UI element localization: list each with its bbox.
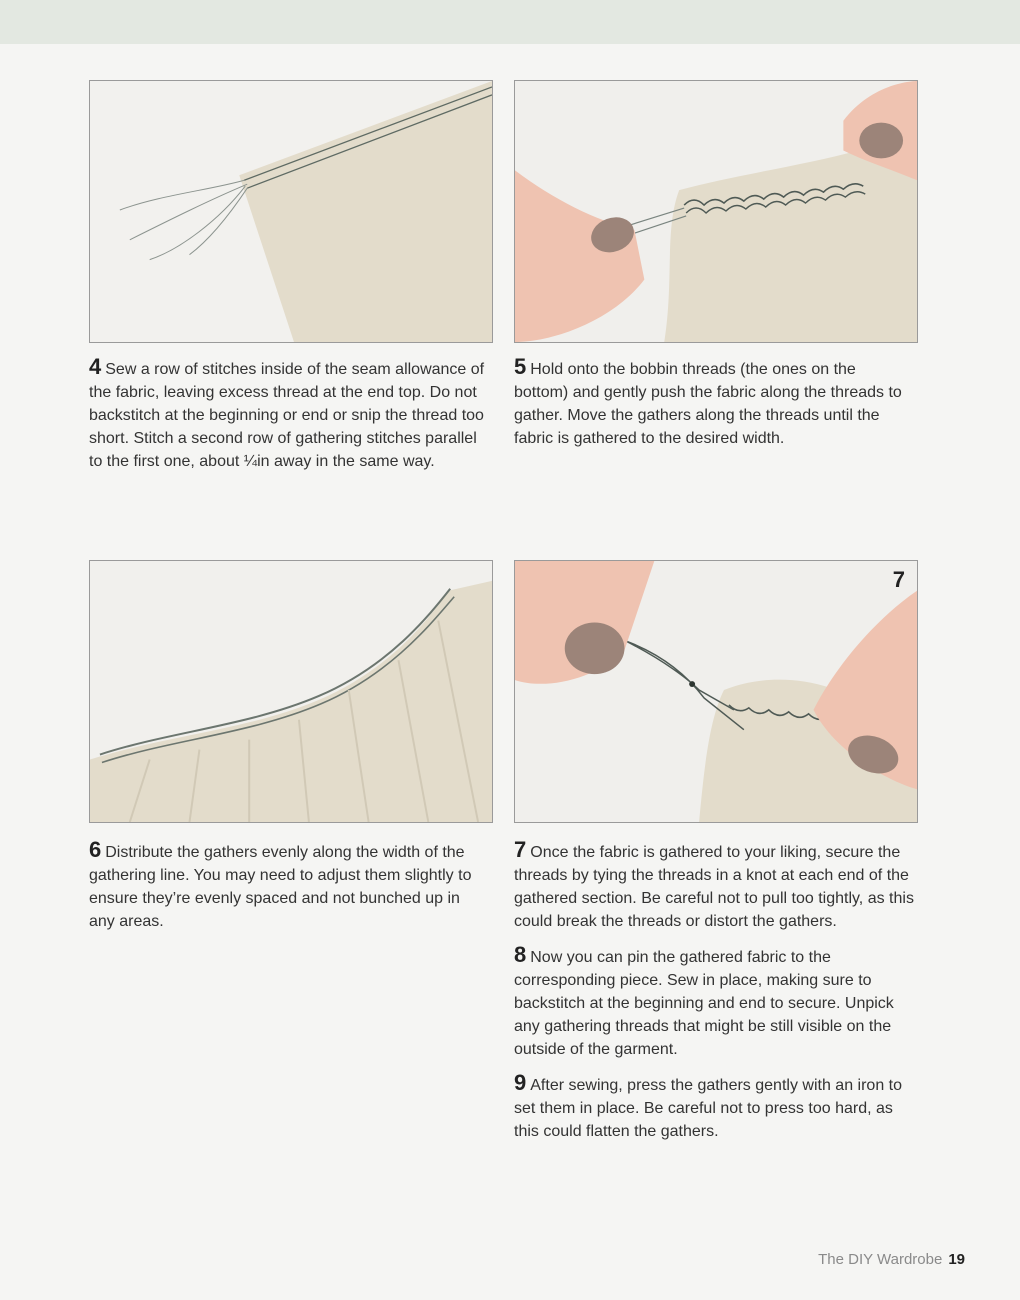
step-text: After sewing, press the gathers gently with an iron to set them in place. Be careful not to press too hard, as this could flatten the gathers.	[514, 1077, 902, 1140]
step-6-block	[89, 838, 489, 943]
step-9-paragraph	[514, 1071, 914, 1143]
photo-step-6	[89, 560, 493, 823]
step-text: Hold onto the bobbin threads (the ones on the bottom) and gently push the fabric along the threads to gather. Move the gathers along the threads until the fabric is gathered to the desired width.	[514, 361, 902, 447]
step-text: Once the fabric is gathered to your liking, secure the threads by tying the threads in a knot at each end of the gathered section. Be careful not to pull too tightly, as this could break the threads or distort the gathers.	[514, 844, 914, 930]
steps-7-9-block	[514, 838, 914, 1153]
photo-step-badge: 7	[892, 567, 905, 592]
step-number: 8	[514, 942, 527, 967]
photo-step-4	[89, 80, 493, 343]
page-number: 19	[948, 1251, 965, 1268]
step-text: Now you can pin the gathered fabric to the corresponding piece. Sew in place, making sure to backstitch at the beginning and end to secure. Unpick any gathering threads that might be still visible on the outside of the garment.	[514, 949, 894, 1058]
step-number: 7	[514, 837, 527, 862]
photo-step-7	[514, 560, 918, 823]
step-7-paragraph	[514, 838, 914, 933]
step-number: 4	[89, 354, 102, 379]
step-8-paragraph	[514, 943, 914, 1061]
step-5-block	[514, 355, 914, 460]
page-footer	[818, 1251, 965, 1268]
step-number: 5	[514, 354, 527, 379]
top-border-band	[0, 0, 1020, 44]
step-text: Sew a row of stitches inside of the seam allowance of the fabric, leaving excess thread at the end top. Do not backstitch at the beginning or end or snip the thread too short. Stitch a second row of gathering stitches parallel to the first one, about ¼in away in the same way.	[89, 361, 485, 470]
step-number: 6	[89, 837, 102, 862]
step-4-block	[89, 355, 489, 483]
step-number: 9	[514, 1070, 527, 1095]
step-text: Distribute the gathers evenly along the width of the gathering line. You may need to adjust them slightly to ensure they’re evenly spaced and not bunched up in any areas.	[89, 844, 472, 930]
photo-step-5	[514, 80, 918, 343]
book-title: The DIY Wardrobe	[818, 1251, 943, 1268]
